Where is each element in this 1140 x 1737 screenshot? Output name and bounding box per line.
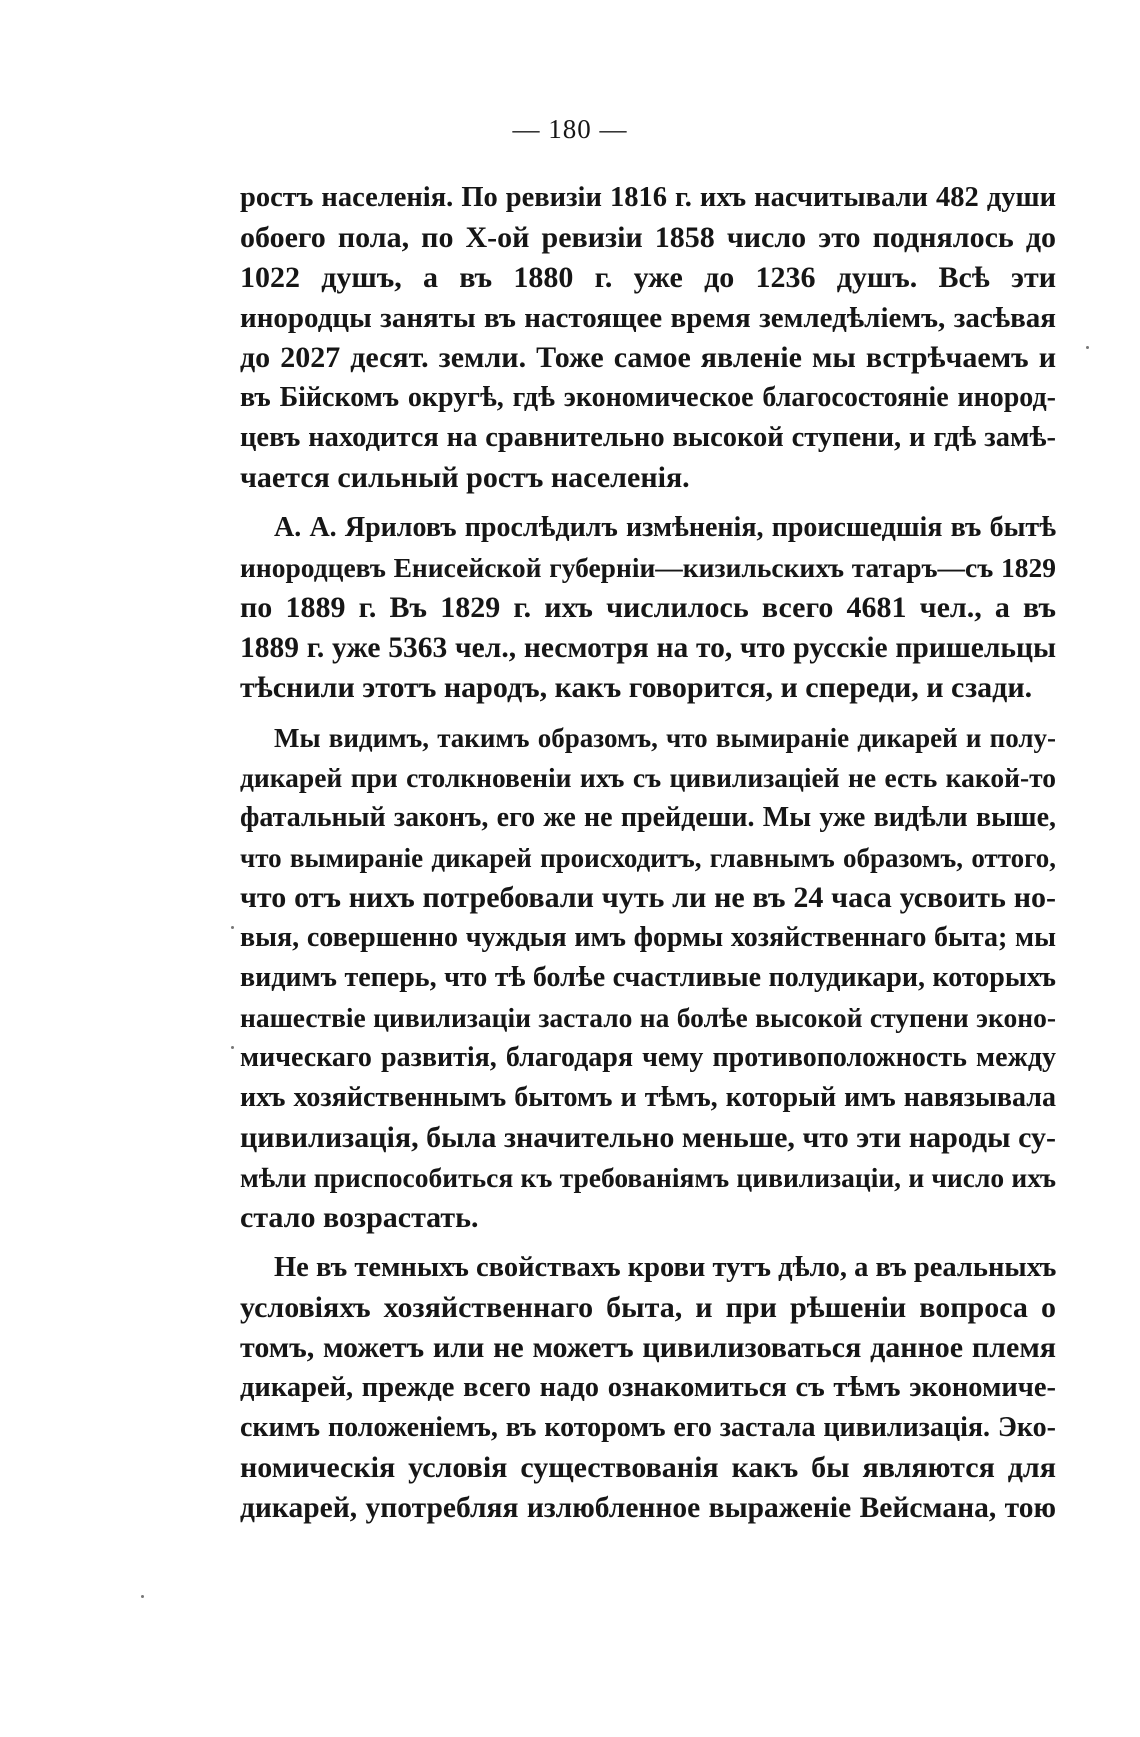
text-line: инородцевъ Енисейской губерніи—кизильскихъ татаръ—съ 1829 [240, 552, 1056, 583]
text-line: условіяхъ хозяйственнаго быта, и при рѣшеніи вопроса о [240, 1291, 1056, 1324]
text-line: чается сильный ростъ населенія. [240, 461, 690, 494]
text-line: ростъ населенія. По ревизіи 1816 г. ихъ насчитывали 482 души [240, 182, 1056, 213]
paragraph [240, 1248, 1056, 1528]
text-line: стало возрастать. [240, 1201, 479, 1234]
text-line: что вымираніе дикарей происходитъ, главнымъ образомъ, оттого, [240, 843, 1056, 873]
text-line: тѣснили этотъ народъ, какъ говорится, и спереди, и сзади. [240, 671, 1033, 704]
text-line: скимъ положеніемъ, въ которомъ его застала цивилизація. Эко- [240, 1412, 1056, 1443]
scan-speck [231, 1046, 234, 1049]
text-line: ихъ хозяйственнымъ бытомъ и тѣмъ, который имъ навязывала [240, 1082, 1056, 1113]
paragraph [240, 508, 1056, 708]
text-line: мѣли приспособиться къ требованіямъ цивилизаціи, и число ихъ [240, 1162, 1056, 1193]
text-line: фатальный законъ, его же не прейдеши. Мы уже видѣли выше, [240, 802, 1056, 833]
text-line: цевъ находится на сравнительно высокой ступени, и гдѣ замѣ- [240, 422, 1056, 453]
page-number: — 180 — [512, 114, 628, 144]
text-line: по 1889 г. Въ 1829 г. ихъ числилось всего 4681 чел., а въ [240, 591, 1056, 624]
text-line: номическія условія существованія какъ бы являются для [240, 1451, 1056, 1484]
paragraph [240, 178, 1056, 498]
text-line: видимъ теперь, что тѣ болѣе счастливые полудикари, которыхъ [240, 962, 1056, 993]
text-line: нашествіе цивилизаціи застало на болѣе высокой ступени эконо- [240, 1002, 1056, 1033]
text-line: инородцы заняты въ настоящее время земледѣліемъ, засѣвая [240, 302, 1056, 334]
text-line: Мы видимъ, такимъ образомъ, что вымираніе дикарей и полу- [274, 723, 1056, 753]
text-line: въ Бійскомъ округѣ, гдѣ экономическое благосостояніе инород- [240, 382, 1056, 413]
paragraph [240, 718, 1056, 1238]
text-line: цивилизація, была значительно меньше, что эти народы су- [240, 1121, 1056, 1154]
body-text [240, 178, 1056, 1528]
text-line: что отъ нихъ потребовали чуть ли не въ 24 часа усвоить но- [240, 881, 1056, 914]
text-line: выя, совершенно чуждыя имъ формы хозяйственнаго быта; мы [240, 922, 1056, 953]
text-line: А. А. Яриловъ прослѣдилъ измѣненія, происшедшія въ бытѣ [274, 512, 1056, 543]
text-line: мическаго развитія, благодаря чему противоположность между [240, 1042, 1056, 1073]
scan-speck [231, 926, 234, 929]
text-line: дикарей, прежде всего надо ознакомиться съ тѣмъ экономиче- [240, 1372, 1056, 1403]
scan-speck [1086, 346, 1089, 349]
scan-speck [141, 1595, 144, 1598]
text-line: дикарей, употребляя излюбленное выраженіе Вейсмана, тою [240, 1492, 1056, 1524]
text-line: до 2027 десят. земли. Тоже самое явленіе мы встрѣчаемъ и [240, 341, 1056, 374]
text-line: 1022 душъ, а въ 1880 г. уже до 1236 душъ. Всѣ эти [240, 261, 1056, 294]
text-line: обоего пола, по X-ой ревизіи 1858 число это поднялось до [240, 221, 1056, 254]
text-line: дикарей при столкновеніи ихъ съ цивилизаціей не есть какой-то [240, 762, 1056, 793]
text-line: Не въ темныхъ свойствахъ крови тутъ дѣло, а въ реальныхъ [274, 1252, 1057, 1283]
text-line: томъ, можетъ или не можетъ цивилизоваться данное племя [240, 1331, 1056, 1364]
text-line: 1889 г. уже 5363 чел., несмотря на то, что русскіе пришельцы [240, 632, 1056, 664]
